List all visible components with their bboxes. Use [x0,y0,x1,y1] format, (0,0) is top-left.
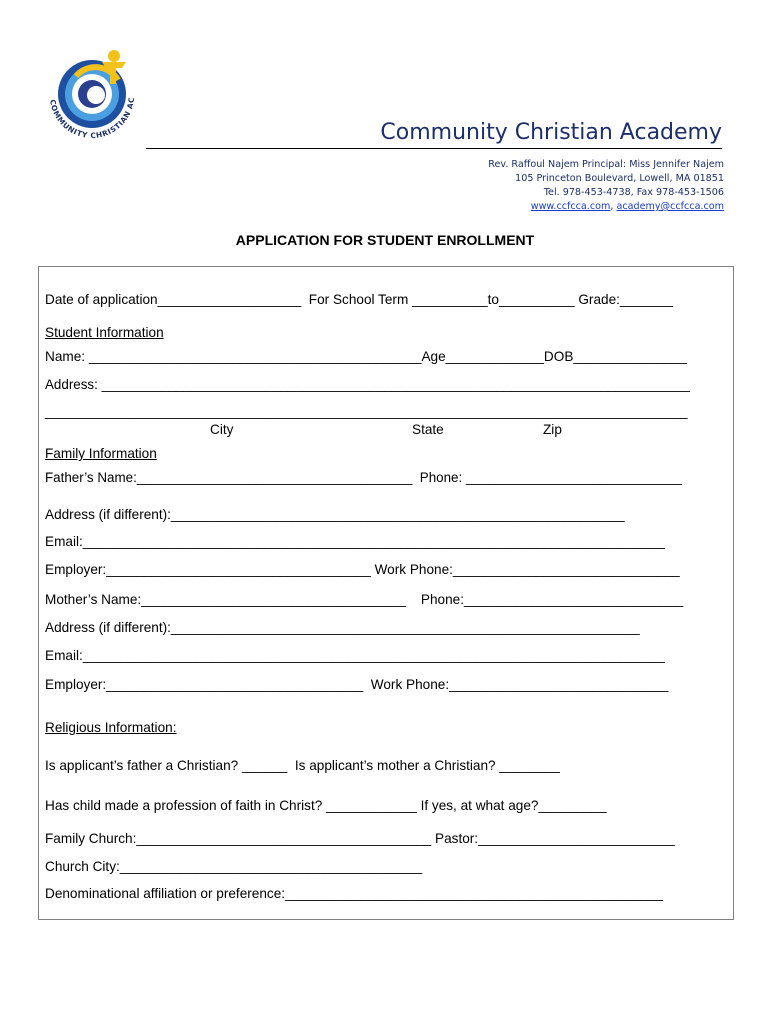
student-name-age-dob-line[interactable]: Name: ____________________________________________Age_____________DOB_______________ [45,349,687,364]
website-link[interactable]: www.ccfcca.com [530,201,611,212]
mother-employer-line[interactable]: Employer:__________________________________ Work Phone:_____________________________ [45,677,669,692]
father-employer-line[interactable]: Employer:___________________________________ Work Phone:______________________________ [45,562,680,577]
parents-christian-line[interactable]: Is applicant’s father a Christian? ______ Is applicant’s mother a Christian? ________ [45,758,560,773]
student-information-heading: Student Information [45,325,164,340]
profession-of-faith-line[interactable]: Has child made a profession of faith in Christ? ____________ If yes, at what age?_________ [45,798,607,813]
state-label: State [412,422,444,437]
father-address-line[interactable]: Address (if different):____________________________________________________________ [45,507,625,522]
mother-name-phone-line[interactable]: Mother’s Name:___________________________________ Phone:_____________________________ [45,592,684,607]
academy-logo [36,40,148,152]
academy-logo-graphic [36,40,148,152]
logo-ring-text: COMMUNITY CHRISTIAN AC [48,96,137,141]
date-term-grade-line[interactable]: Date of application___________________ For School Term __________to__________ Grade:_______ [45,292,673,307]
email-link[interactable]: academy@ccfcca.com [616,201,724,212]
mother-address-line[interactable]: Address (if different):______________________________________________________________ [45,620,640,635]
religious-information-heading: Religious Information: [45,720,177,735]
mother-email-line[interactable]: Email:_____________________________________________________________________________ [45,648,665,663]
student-address-line[interactable]: Address: _______________________________________________________________________________ [45,377,690,392]
address-continuation-line[interactable]: _____________________________________________________________________________________ [45,404,688,419]
denomination-line[interactable]: Denominational affiliation or preference:__________________________________________________ [45,886,664,901]
school-links [531,200,724,214]
city-label: City [210,422,234,437]
zip-label: Zip [543,422,562,437]
father-email-line[interactable]: Email:_____________________________________________________________________________ [45,534,665,549]
school-name: Community Christian Academy [146,118,722,149]
family-information-heading: Family Information [45,446,157,461]
school-address: 105 Princeton Boulevard, Lowell, MA 01851 [515,173,724,184]
family-church-pastor-line[interactable]: Family Church:_______________________________________ Pastor:__________________________ [45,831,675,846]
school-phone-fax: Tel. 978-453-4738, Fax 978-453-1506 [543,187,724,198]
father-name-phone-line[interactable]: Father’s Name:_____________________________________ Phone: _____________________________ [45,470,682,485]
form-title: APPLICATION FOR STUDENT ENROLLMENT [235,232,535,248]
staff-line: Rev. Raffoul Najem Principal: Miss Jennifer Najem [488,159,724,170]
link-separator: , [610,201,617,212]
church-city-line[interactable]: Church City:________________________________________ [45,859,423,874]
